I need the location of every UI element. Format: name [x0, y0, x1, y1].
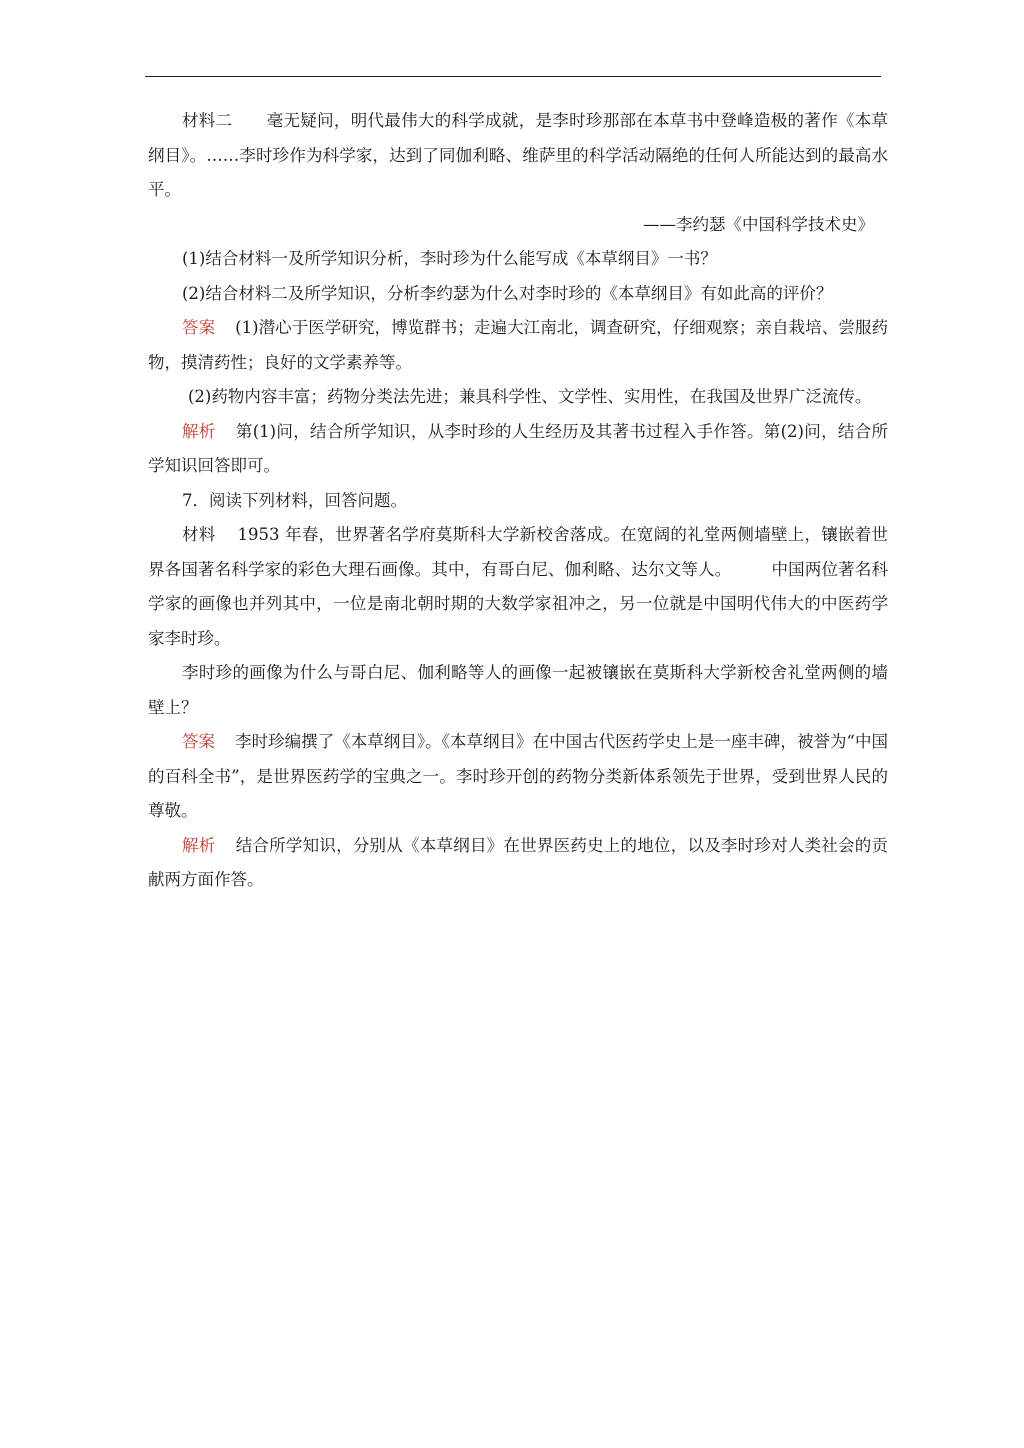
answer-2: (2)药物内容丰富；药物分类法先进；兼具科学性、文学性、实用性，在我国及世界广泛流传。	[188, 387, 872, 406]
question-2: (2)结合材料二及所学知识，分析李约瑟为什么对李时珍的《本草纲目》有如此高的评价？	[182, 283, 833, 303]
answer-1-text: (1)潜心于医学研究，博览群书；走遍大江南北，调查研究，仔细观察；亲自栽培、尝服药物，摸清药性；良好的文学素养等。	[148, 318, 889, 372]
answer-tag: 答案	[182, 318, 216, 337]
explanation-tag: 解析	[182, 421, 216, 441]
material-two-label: 材料二	[182, 111, 233, 130]
material-two	[148, 104, 888, 208]
explanation-7-text: 结合所学知识，分别从《本草纲目》在世界医药史上的地位，以及李时珍对人类社会的贡献两方面作答。	[148, 835, 889, 889]
document-body	[148, 104, 888, 898]
material-two-source: ——李约瑟《中国科学技术史》	[643, 214, 874, 234]
answer-1	[148, 311, 888, 380]
question-7: 7．阅读下列材料，回答问题。	[182, 490, 407, 510]
material-7-text-b: 中国两位著名科学家的画像也并列其中，一位是南北朝时期的大数学家祖冲之，另一位就是中国明代伟大的中医药学家李时珍。	[148, 559, 889, 648]
material-two-text: 毫无疑问，明代最伟大的科学成就，是李时珍那部在本草书中登峰造极的著作《本草纲目》。……李时珍作为科学家，达到了同伽利略、维萨里的科学活动隔绝的任何人所能达到的最高水平。	[148, 111, 889, 199]
answer-7	[148, 725, 888, 829]
answer-7-text: 李时珍编撰了《本草纲目》。《本草纲目》在中国古代医药学史上是一座丰碑，被誉为“中国的百科全书”，是世界医药学的宝典之一。李时珍开创的药物分类新体系领先于世界，受到世界人民的尊敬。	[148, 732, 889, 820]
material-7-label: 材料	[182, 525, 216, 544]
explanation-tag: 解析	[182, 835, 216, 855]
explanation-7	[148, 829, 888, 898]
question-7-prompt: 李时珍的画像为什么与哥白尼、伽利略等人的画像一起被镶嵌在莫斯科大学新校舍礼堂两侧的墙壁上？	[148, 663, 888, 717]
header-rule	[145, 76, 881, 77]
material-7-text-a: 1953 年春，世界著名学府莫斯科大学新校舍落成。在宽阔的礼堂两侧墙壁上，镶嵌着世界各国著名科学家的彩色大理石画像。其中，有哥白尼、伽利略、达尔文等人。	[148, 525, 888, 579]
material-7	[148, 518, 888, 656]
answer-tag: 答案	[182, 732, 216, 751]
explanation-1	[148, 415, 888, 484]
question-1: (1)结合材料一及所学知识分析，李时珍为什么能写成《本草纲目》一书？	[182, 249, 717, 268]
explanation-1-text: 第(1)问，结合所学知识，从李时珍的人生经历及其著书过程入手作答。第(2)问，结合所学知识回答即可。	[148, 421, 889, 475]
